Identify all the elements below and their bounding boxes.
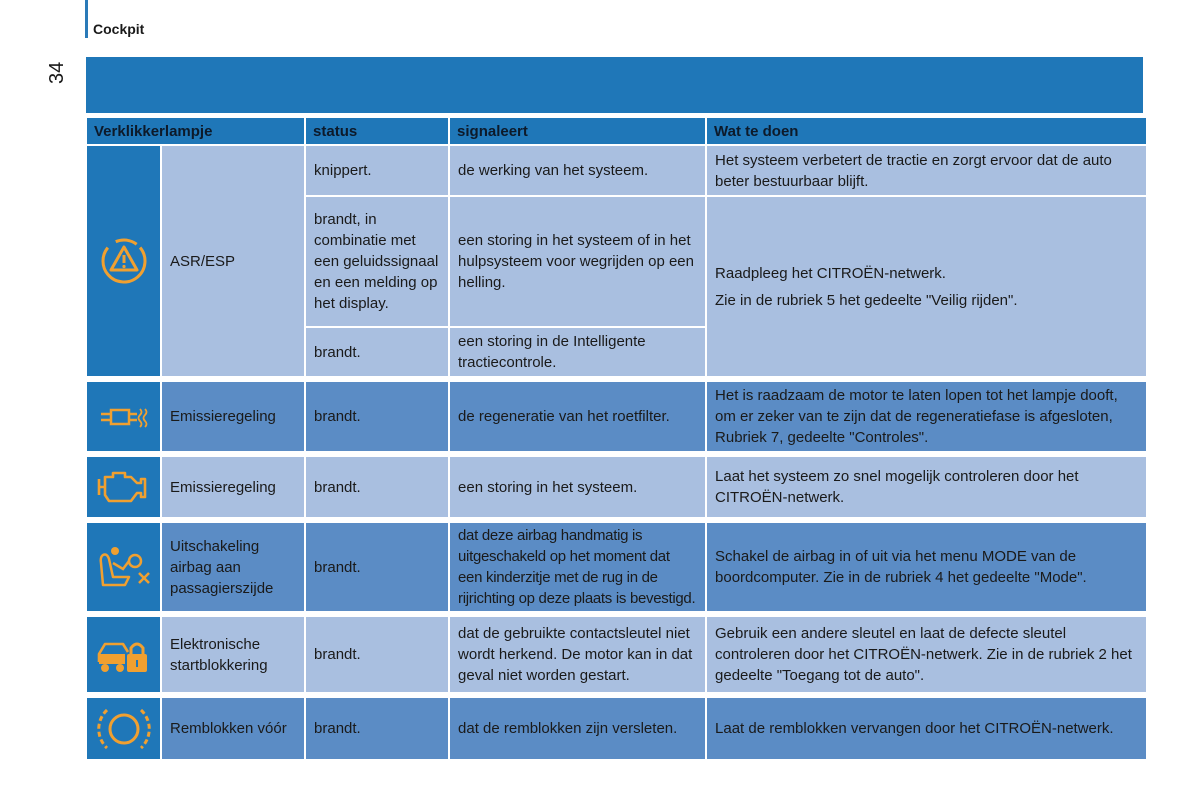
emission1-status: brandt. [306, 382, 448, 451]
airbag-signals: dat deze airbag handmatig is uitgeschakeld op het moment dat een kinderzitje met de rug in de rijrichting op deze plaats is bevestigd. [450, 523, 705, 611]
immobilizer-action: Gebruik een andere sleutel en laat de defecte sleutel controleren door het CITROËN-netwerk. Zie in de rubriek 2 het gedeelte "Toegang tot de auto". [707, 617, 1146, 692]
col-header-action: Wat te doen [707, 118, 1146, 144]
table-row [87, 617, 1146, 692]
brakes-icon-cell [87, 698, 160, 759]
emission2-status: brandt. [306, 457, 448, 517]
immobilizer-status: brandt. [306, 617, 448, 692]
airbag-status: brandt. [306, 523, 448, 611]
table-row [87, 146, 1146, 195]
asr-status-3: brandt. [306, 328, 448, 376]
exhaust-filter-icon [97, 397, 151, 437]
asr-name: ASR/ESP [162, 146, 304, 376]
table-row [87, 523, 1146, 611]
asr-status-1: knippert. [306, 146, 448, 195]
immobilizer-signals: dat de gebruikte contactsleutel niet wordt herkend. De motor kan in dat geval niet worden gestart. [450, 617, 705, 692]
table-row [87, 457, 1146, 517]
table-row [87, 698, 1146, 759]
emission2-icon-cell [87, 457, 160, 517]
engine-check-icon [95, 465, 153, 509]
brakes-name: Remblokken vóór [162, 698, 304, 759]
airbag-icon-cell [87, 523, 160, 611]
emission1-name: Emissieregeling [162, 382, 304, 451]
col-header-signals: signaleert [450, 118, 705, 144]
brakes-signals: dat de remblokken zijn versleten. [450, 698, 705, 759]
asr-icon-cell [87, 146, 160, 376]
emission1-icon-cell [87, 382, 160, 451]
asr-signals-1: de werking van het systeem. [450, 146, 705, 195]
car-lock-icon [95, 632, 153, 678]
table-row [87, 382, 1146, 451]
brakes-action: Laat de remblokken vervangen door het CITROËN-netwerk. [707, 698, 1146, 759]
col-header-status: status [306, 118, 448, 144]
asr-action-shared [707, 197, 1146, 376]
table-banner [86, 57, 1143, 113]
brake-pad-icon [96, 702, 152, 756]
asr-action-1: Het systeem verbetert de tractie en zorgt ervoor dat de auto beter bestuurbaar blijft. [707, 146, 1146, 195]
col-header-light: Verklikkerlampje [87, 118, 304, 144]
page-number: 34 [46, 61, 68, 84]
immobilizer-name: Elektronische startblokkering [162, 617, 304, 692]
airbag-name: Uitschakeling airbag aan passagierszijde [162, 523, 304, 611]
emission1-signals: de regeneratie van het roetfilter. [450, 382, 705, 451]
asr-signals-2: een storing in het systeem of in het hulpsysteem voor wegrijden op een helling. [450, 197, 705, 326]
immobilizer-icon-cell [87, 617, 160, 692]
airbag-action: Schakel de airbag in of uit via het menu MODE van de boordcomputer. Zie in de rubriek 4 het gedeelte "Mode". [707, 523, 1146, 611]
emission2-action: Laat het systeem zo snel mogelijk controleren door het CITROËN-netwerk. [707, 457, 1146, 517]
section-marker [85, 0, 88, 38]
warning-lights-table [85, 116, 1148, 761]
brakes-status: brandt. [306, 698, 448, 759]
emission2-signals: een storing in het systeem. [450, 457, 705, 517]
asr-status-2: brandt, in combinatie met een geluidssignaal en een melding op het display. [306, 197, 448, 326]
asr-action-line-1: Raadpleeg het CITROËN-netwerk. [715, 264, 946, 282]
section-title: Cockpit [93, 21, 145, 37]
emission2-name: Emissieregeling [162, 457, 304, 517]
emission1-action: Het is raadzaam de motor te laten lopen tot het lampje dooft, om er zeker van te zijn dat de regeneratiefase is afgesloten, Rubriek 7, gedeelte "Controles". [707, 382, 1146, 451]
asr-signals-3: een storing in de Intelligente tractiecontrole. [450, 328, 705, 376]
airbag-off-icon [95, 543, 153, 591]
warning-triangle-icon [97, 234, 151, 288]
table-header-row [87, 118, 1146, 144]
asr-action-line-2: Zie in de rubriek 5 het gedeelte "Veilig rijden". [715, 291, 1018, 309]
